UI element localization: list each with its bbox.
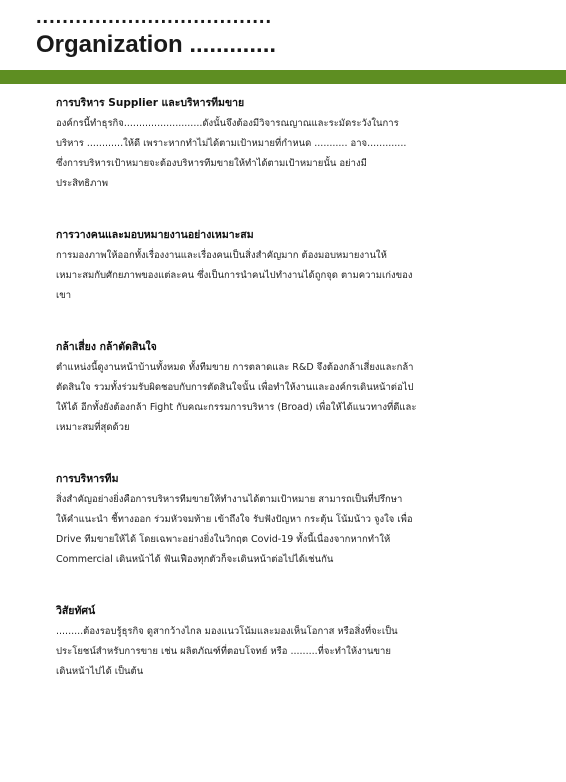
page-title: Organization ............. [36,31,277,58]
section-heading: การบริหาร Supplier และบริหารทีมขาย [56,97,245,109]
paragraph-line: ตัดสินใจ รวมทั้งร่วมรับผิดชอบกับการตัดสินใจนั้น เพื่อทำให้งานและองค์กรเดินหน้าต่อไป [56,382,414,393]
paragraph-line: เหมาะสมที่สุดด้วย [56,422,130,433]
paragraph-line: สิ่งสำคัญอย่างยิ่งคือการบริหารทีมขายให้ทำงานได้ตามเป้าหมาย สามารถเป็นที่ปรึกษา [56,494,403,505]
header-dots: .................................... [36,6,273,28]
paragraph-line: ให้ได้ อีกทั้งยังต้องกล้า Fight กับคณะกรรมการบริหาร (Broad) เพื่อให้ได้แนวทางที่ดีและ [56,402,417,413]
document-body [56,95,518,715]
section-heading: การวางคนและมอบหมายงานอย่างเหมาะสม [56,229,254,241]
paragraph-line: บริหาร ............ให้ดี เพราะหากทำไม่ได้ตามเป้าหมายที่กำหนด ........... อาจ............. [56,138,407,149]
section-heading: กล้าเสี่ยง กล้าตัดสินใจ [56,341,157,353]
section-risk-decision [56,339,518,438]
section-supplier-management [56,95,518,194]
paragraph-line: ประโยชน์สำหรับการขาย เช่น ผลิตภัณฑ์ที่ตอบโจทย์ หรือ .........ที่จะทำให้งานขาย [56,646,391,657]
section-heading: วิสัยทัศน์ [56,605,96,617]
paragraph-line: Drive ทีมขายให้ได้ โดยเฉพาะอย่างยิ่งในวิกฤต Covid-19 ทั้งนี้เนื่องจากหากทำให้ [56,534,391,545]
section-vision [56,603,518,682]
paragraph-line: องค์กรนี้ทำธุรกิจ..........................ดังนั้นจึงต้องมีวิจารณญาณและระมัดระวังในการ [56,118,399,129]
paragraph-line: Commercial เดินหน้าได้ ฟันเฟืองทุกตัวก็จะเดินหน้าต่อไปได้เช่นกัน [56,554,334,565]
paragraph-line: ประสิทธิภาพ [56,178,108,189]
page-header [0,0,566,70]
section-heading: การบริหารทีม [56,473,119,485]
paragraph-line: ซึ่งการบริหารเป้าหมายจะต้องบริหารทีมขายให้ทำได้ตามเป้าหมายนั้น อย่างมี [56,158,367,169]
paragraph-line: เดินหน้าไปได้ เป็นต้น [56,666,144,677]
paragraph-line: เหมาะสมกับศักยภาพของแต่ละคน ซึ่งเป็นการนำคนไปทำงานได้ถูกจุด ตามความเก่งของ [56,270,413,281]
paragraph-line: ให้คำแนะนำ ชี้ทางออก ร่วมหัวจมท้าย เข้าถึงใจ รับฟังปัญหา กระตุ้น โน้มน้าว จูงใจ เพื่อ [56,514,413,525]
section-staffing-assignment [56,227,518,306]
accent-bar [0,70,566,84]
paragraph-line: เขา [56,290,72,301]
paragraph-line: การมองภาพให้ออกทั้งเรื่องงานและเรื่องคนเป็นสิ่งสำคัญมาก ต้องมอบหมายงานให้ [56,250,387,261]
paragraph-line: .........ต้องรอบรู้ธุรกิจ ดูสากว้างไกล มองแนวโน้มและมองเห็นโอกาส หรือสิ่งที่จะเป็น [56,626,398,637]
section-team-management [56,471,518,570]
paragraph-line: ตำแหน่งนี้ดูงานหน้าบ้านทั้งหมด ทั้งทีมขาย การตลาดและ R&D จึงต้องกล้าเสี่ยงและกล้า [56,362,414,373]
